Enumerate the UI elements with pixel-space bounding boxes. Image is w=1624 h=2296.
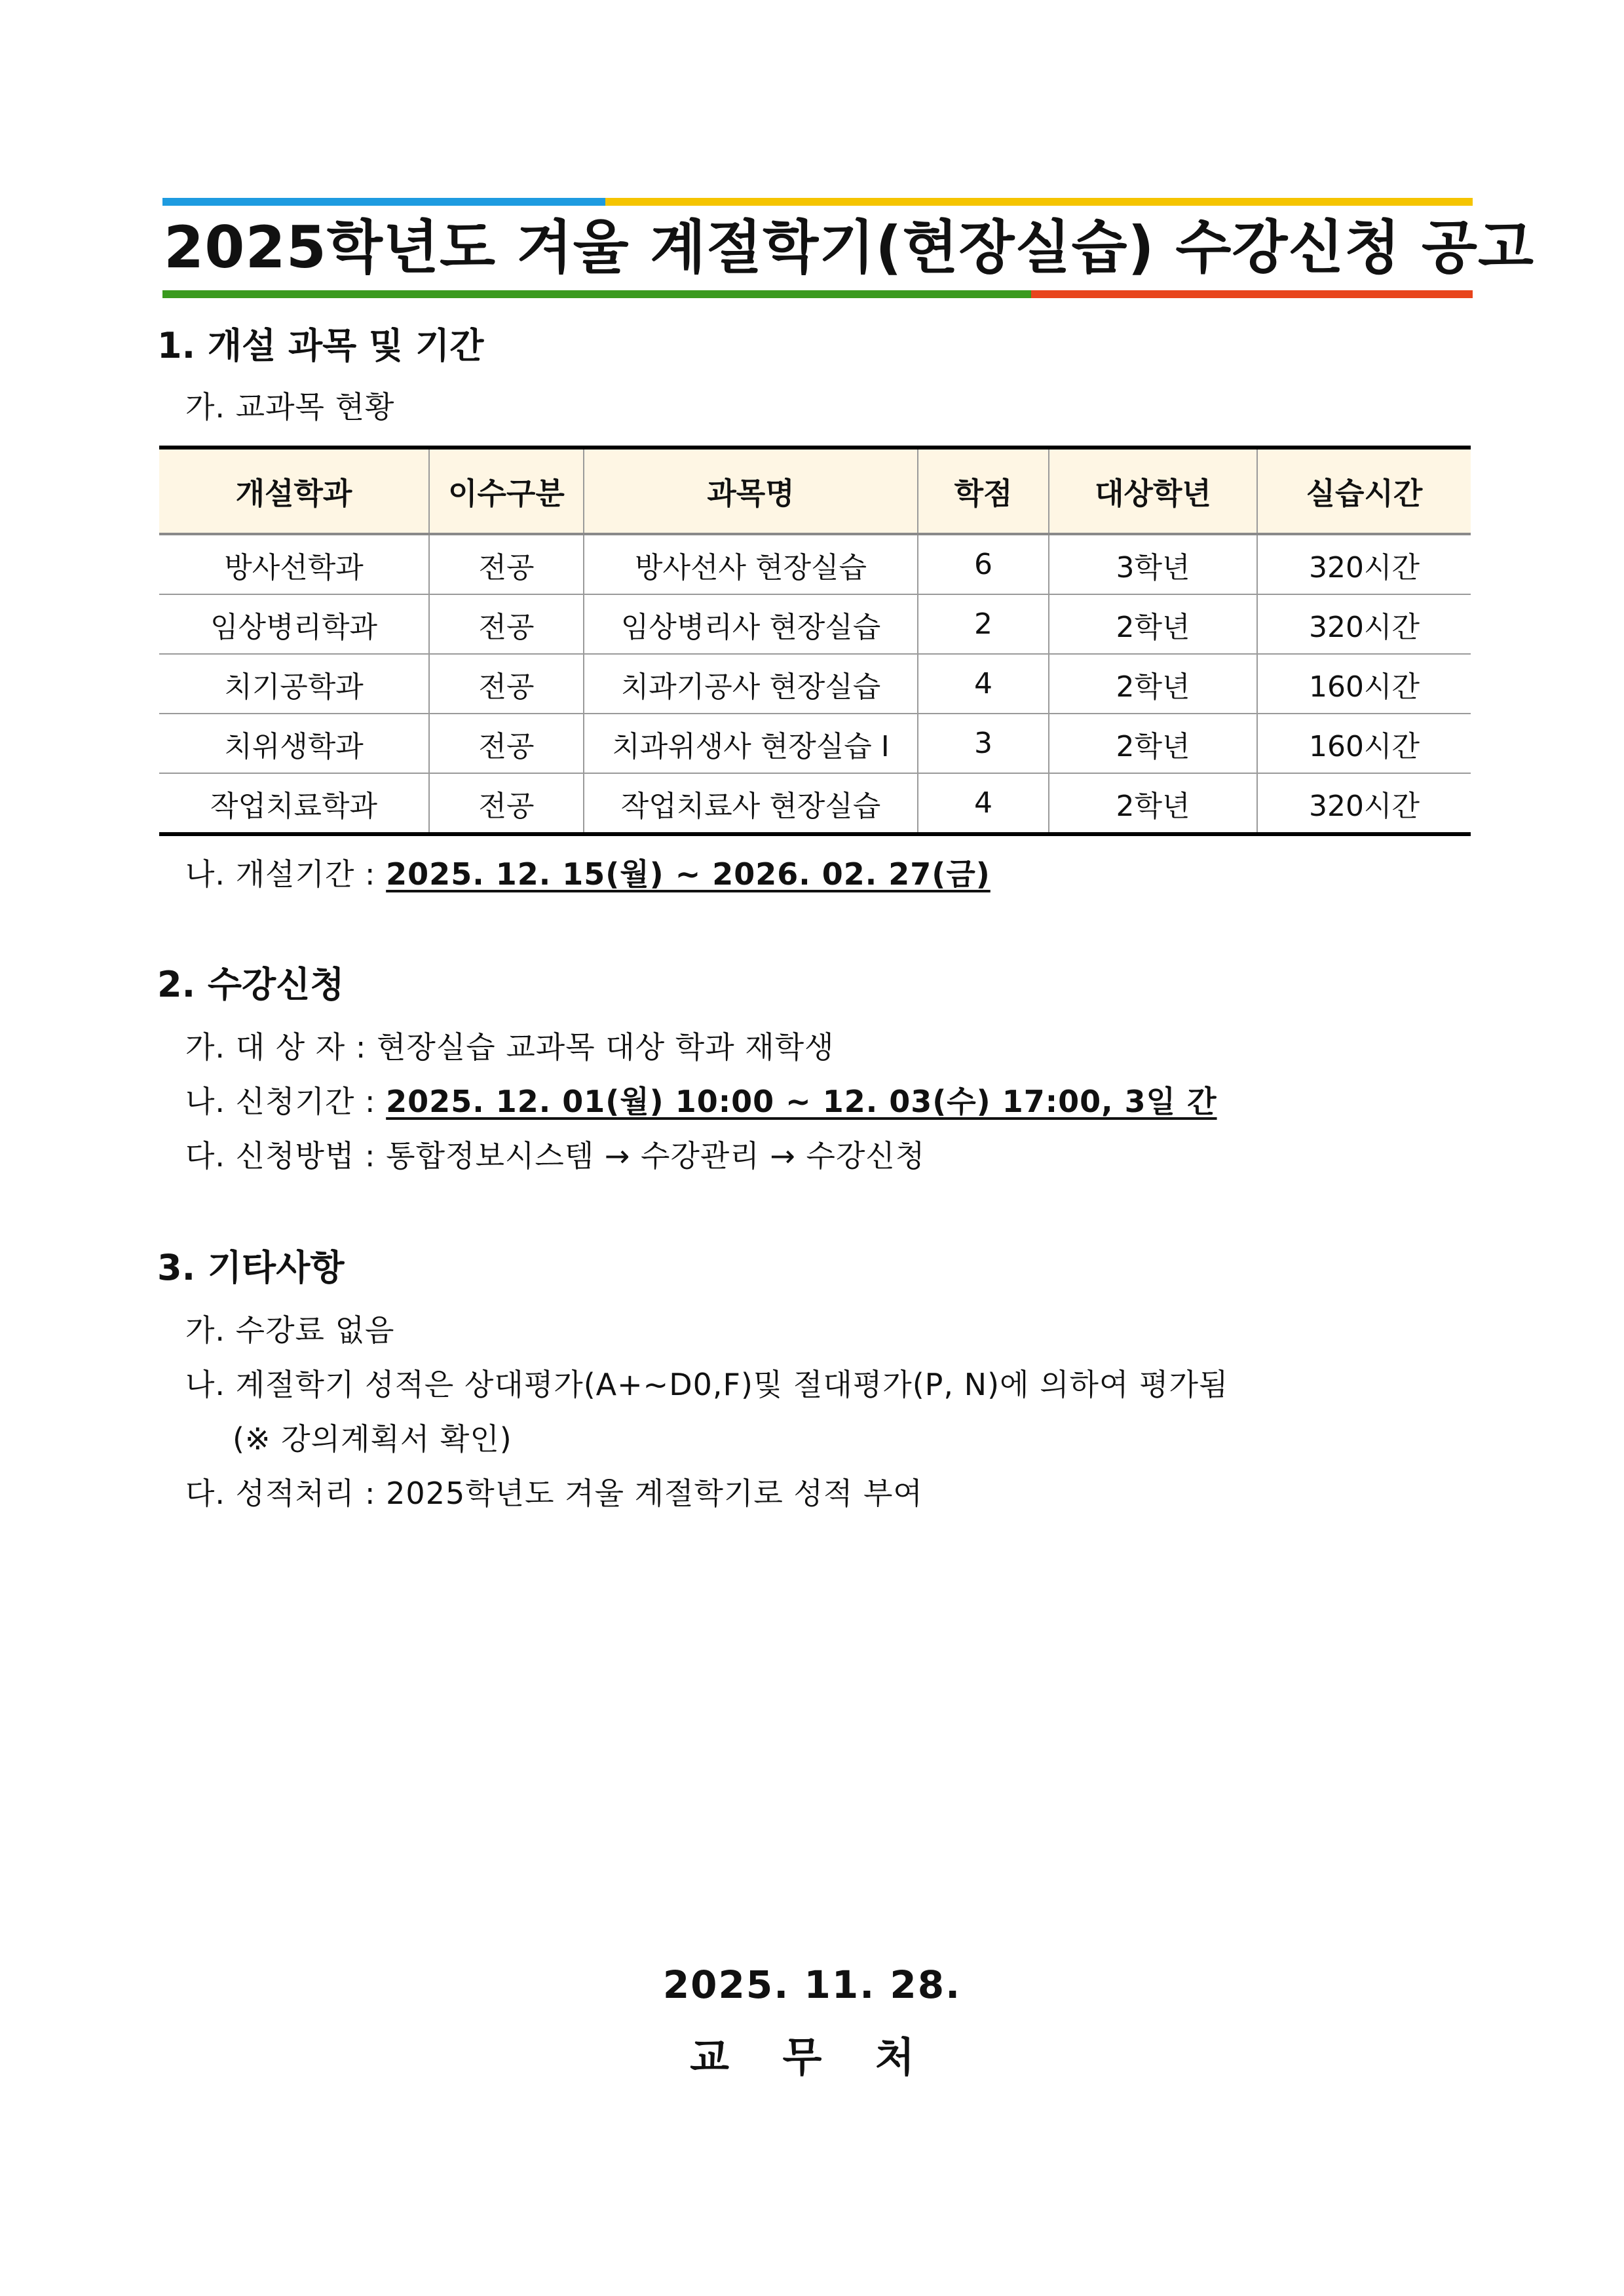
section3-item-ga: 가. 수강료 없음 [185, 1312, 395, 1348]
section3-item-na-note: (※ 강의계획서 확인) [233, 1421, 512, 1457]
apply-period-value: 2025. 12. 01(월) 10:00 ~ 12. 03(수) 17:00, 3일 간 [386, 1084, 1217, 1119]
table-header-cell: 과목명 [584, 448, 918, 534]
table-cell: 전공 [429, 773, 584, 834]
table-cell: 작업치료사 현장실습 [584, 773, 918, 834]
section3-item-na: 나. 계절학기 성적은 상대평가(A+~D0,F)및 절대평가(P, N)에 의하여 평가됨 [185, 1367, 1229, 1402]
table-header-cell: 이수구분 [429, 448, 584, 534]
table-cell: 전공 [429, 594, 584, 654]
section1-item-ga: 가. 교과목 현황 [185, 389, 395, 425]
section2-heading: 2. 수강신청 [157, 964, 345, 1005]
table-cell: 치기공학과 [159, 654, 429, 714]
table-cell: 2학년 [1049, 714, 1257, 773]
table-cell: 320시간 [1257, 773, 1471, 834]
table-cell: 320시간 [1257, 534, 1471, 594]
section2-item-na [185, 1078, 1217, 1121]
course-table [159, 446, 1471, 836]
table-cell: 2 [918, 594, 1049, 654]
table-cell: 320시간 [1257, 594, 1471, 654]
table-header-cell: 대상학년 [1049, 448, 1257, 534]
table-row [159, 534, 1471, 594]
table-header-cell: 실습시간 [1257, 448, 1471, 534]
table-cell: 2학년 [1049, 654, 1257, 714]
title-bottom-bar-red [1031, 290, 1473, 298]
table-cell: 3 [918, 714, 1049, 773]
title-bottom-bar-green [162, 290, 1031, 298]
table-cell: 치과위생사 현장실습 Ⅰ [584, 714, 918, 773]
table-cell: 방사선사 현장실습 [584, 534, 918, 594]
document-title: 2025학년도 겨울 계절학기(현장실습) 수강신청 공고 [164, 214, 1535, 281]
table-header-cell: 학점 [918, 448, 1049, 534]
table-cell: 4 [918, 773, 1049, 834]
table-header-cell: 개설학과 [159, 448, 429, 534]
title-top-bar-blue [162, 198, 605, 206]
table-cell: 전공 [429, 654, 584, 714]
issue-date: 2025. 11. 28. [662, 1962, 962, 2007]
table-cell: 작업치료학과 [159, 773, 429, 834]
table-row [159, 594, 1471, 654]
table-cell: 임상병리학과 [159, 594, 429, 654]
section2-item-da: 다. 신청방법 : 통합정보시스템 → 수강관리 → 수강신청 [185, 1138, 926, 1174]
table-header-row [159, 448, 1471, 534]
table-cell: 3학년 [1049, 534, 1257, 594]
section3-heading: 3. 기타사항 [157, 1247, 345, 1288]
section1-heading: 1. 개설 과목 및 기간 [157, 325, 484, 366]
table-cell: 160시간 [1257, 654, 1471, 714]
table-cell: 4 [918, 654, 1049, 714]
issuing-office: 교 무 처 [690, 2033, 934, 2081]
apply-period-label: 나. 신청기간 : [185, 1084, 387, 1119]
section1-item-na [185, 851, 991, 894]
table-row [159, 773, 1471, 834]
section3-item-da: 다. 성적처리 : 2025학년도 겨울 계절학기로 성적 부여 [185, 1476, 923, 1511]
table-cell: 6 [918, 534, 1049, 594]
table-row [159, 654, 1471, 714]
section2-item-ga: 가. 대 상 자 : 현장실습 교과목 대상 학과 재학생 [185, 1029, 835, 1065]
table-cell: 치과기공사 현장실습 [584, 654, 918, 714]
table-cell: 2학년 [1049, 594, 1257, 654]
table-cell: 전공 [429, 534, 584, 594]
title-top-bar-yellow [605, 198, 1473, 206]
table-cell: 치위생학과 [159, 714, 429, 773]
open-period-value: 2025. 12. 15(월) ~ 2026. 02. 27(금) [386, 856, 991, 892]
table-cell: 2학년 [1049, 773, 1257, 834]
table-cell: 160시간 [1257, 714, 1471, 773]
open-period-label: 나. 개설기간 : [185, 856, 387, 892]
table-cell: 전공 [429, 714, 584, 773]
table-cell: 방사선학과 [159, 534, 429, 594]
table-row [159, 714, 1471, 773]
table-cell: 임상병리사 현장실습 [584, 594, 918, 654]
